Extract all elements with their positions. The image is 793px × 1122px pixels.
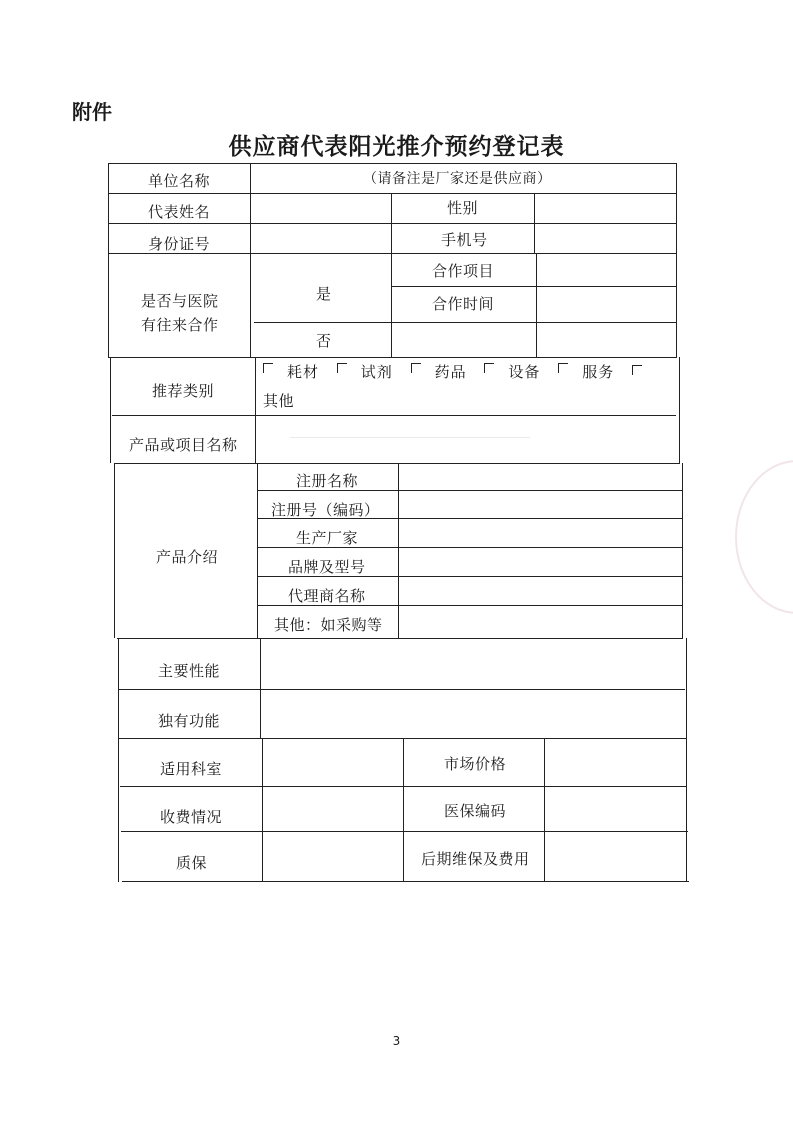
id-number-label: 身份证号 [148, 235, 211, 253]
page-number: 3 [392, 1034, 401, 1048]
product-intro-item: 注册名称 [296, 472, 359, 490]
checkbox-icon[interactable] [632, 365, 642, 375]
product-intro-label: 产品介绍 [156, 548, 219, 566]
applicable-dept-label: 适用科室 [160, 760, 223, 778]
product-intro-item: 生产厂家 [296, 529, 359, 547]
phone-label: 手机号 [441, 231, 488, 249]
coop-project-label: 合作项目 [432, 262, 495, 280]
market-price-label: 市场价格 [444, 755, 507, 773]
rep-name-label: 代表姓名 [148, 203, 211, 221]
category-option[interactable]: 试剂 [337, 361, 393, 382]
product-intro-item: 代理商名称 [288, 587, 366, 605]
cooperation-no: 否 [316, 332, 332, 350]
warranty-label: 质保 [176, 854, 208, 872]
category-option-other-label: 其他 [263, 392, 295, 410]
gender-label: 性别 [447, 199, 479, 217]
unique-function-label: 独有功能 [158, 712, 221, 730]
coop-time-label: 合作时间 [432, 295, 495, 313]
form-title: 供应商代表阳光推介预约登记表 [228, 133, 565, 160]
charge-status-label: 收费情况 [160, 808, 223, 826]
unit-name-label: 单位名称 [148, 172, 211, 190]
category-option-other-checkbox[interactable] [632, 363, 656, 381]
cooperation-question-line1: 是否与医院 [141, 292, 219, 310]
checkbox-icon[interactable] [337, 363, 347, 373]
category-option[interactable]: 服务 [558, 361, 614, 382]
checkbox-icon[interactable] [484, 363, 494, 373]
main-performance-label: 主要性能 [158, 662, 221, 680]
category-option[interactable]: 耗材 [263, 361, 319, 382]
maintenance-fee-label: 后期维保及费用 [421, 850, 530, 868]
category-option[interactable]: 设备 [484, 361, 540, 382]
faint-stamp-mark [735, 460, 793, 614]
attachment-label: 附件 [72, 100, 112, 124]
cooperation-question-line2: 有往来合作 [141, 316, 219, 334]
insurance-code-label: 医保编码 [444, 802, 507, 820]
checkbox-icon[interactable] [263, 363, 273, 373]
category-options-row1 [263, 361, 668, 382]
product-intro-item: 其他：如采购等 [274, 616, 383, 634]
product-intro-item: 品牌及型号 [288, 558, 366, 576]
checkbox-icon[interactable] [411, 363, 421, 373]
unit-name-hint: （请备注是厂家还是供应商） [363, 171, 552, 187]
checkbox-icon[interactable] [558, 363, 568, 373]
product-name-label: 产品或项目名称 [129, 436, 238, 454]
product-intro-item: 注册号（编码） [271, 501, 380, 519]
category-option[interactable]: 药品 [411, 361, 467, 382]
cooperation-yes: 是 [316, 285, 332, 303]
category-label: 推荐类别 [152, 382, 215, 400]
